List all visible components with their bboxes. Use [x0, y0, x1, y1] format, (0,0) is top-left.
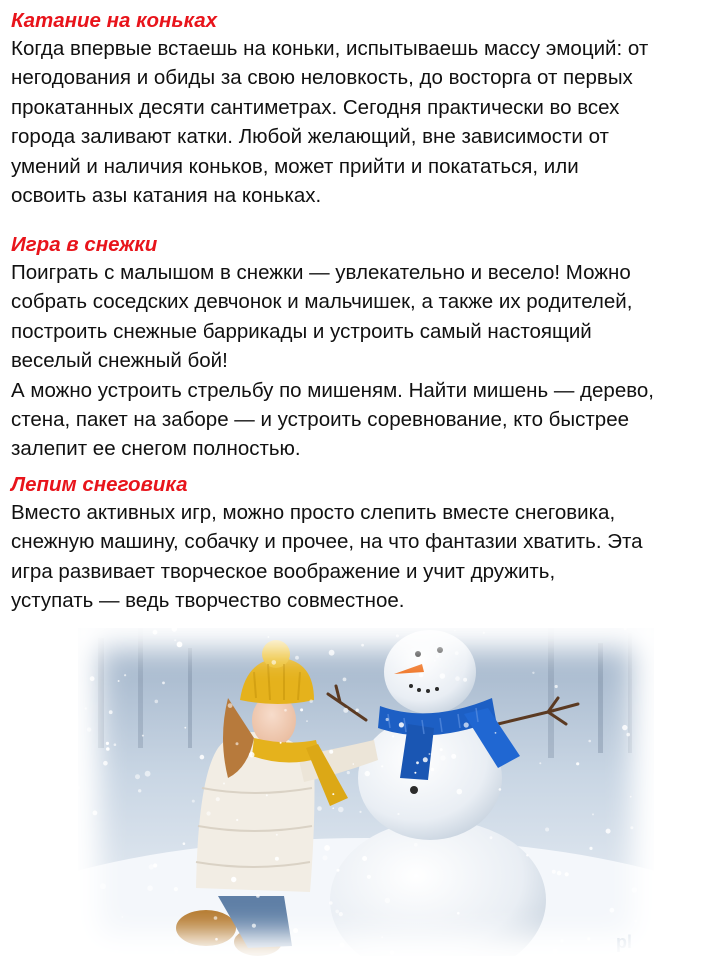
snowflake	[630, 826, 633, 829]
paragraph-line: собрать соседских девчонок и мальчишек, а также их родителей,	[11, 290, 633, 314]
snowflake	[495, 732, 497, 734]
snowflake	[162, 682, 165, 685]
snowflake	[124, 674, 126, 676]
snowflake	[414, 843, 418, 847]
snowflake	[356, 709, 359, 712]
snowflake	[440, 755, 445, 760]
paragraph-line: Поиграть с малышом в снежки — увлекательно и весело! Можно	[11, 261, 631, 284]
snowflake	[423, 757, 428, 762]
snowflake	[329, 901, 333, 905]
snowman-eye	[415, 651, 421, 657]
snowflake	[121, 916, 123, 918]
snowflake	[632, 887, 638, 893]
snowflake	[392, 735, 394, 737]
snowflake	[396, 634, 399, 637]
snowflake	[184, 727, 186, 729]
snowflake	[630, 796, 632, 798]
snowflake	[216, 797, 220, 801]
snowflake	[434, 660, 436, 662]
snowflake	[490, 836, 493, 839]
snowflake	[300, 708, 303, 711]
snowflake	[397, 813, 399, 815]
snowflake	[335, 910, 339, 914]
snowflake	[455, 651, 459, 655]
snowflake	[386, 718, 389, 721]
snowflake	[337, 869, 340, 872]
snowflake	[103, 761, 108, 766]
snowflake	[284, 709, 287, 712]
snowflake	[317, 806, 322, 811]
snowflake	[135, 774, 140, 779]
paragraph-line: Когда впервые встаешь на коньки, испытываешь массу эмоций: от	[11, 37, 649, 60]
snowflake	[440, 673, 446, 679]
snowflake	[268, 636, 270, 638]
snowflake	[606, 829, 611, 834]
snowflake	[155, 700, 159, 704]
hat-pompom	[262, 640, 290, 668]
paragraph-line: негодования и обиды за свою неловкость, до восторга от первых	[11, 66, 633, 90]
snowflake	[588, 740, 591, 743]
section-heading: Катание на коньках	[11, 9, 218, 32]
snowflake	[539, 762, 541, 764]
section-skating	[11, 8, 713, 210]
paragraph-line: умений и наличия коньков, может прийти и покататься, или	[11, 154, 579, 178]
snowflake	[275, 857, 279, 861]
snowflake	[365, 771, 370, 776]
snowflake	[174, 950, 178, 954]
snowflake	[200, 755, 205, 760]
snowflake	[174, 639, 176, 641]
snowflake	[589, 847, 592, 850]
snowflake	[114, 743, 117, 746]
snowflake	[272, 660, 277, 665]
snowflake	[177, 642, 183, 648]
snowflake	[399, 722, 404, 727]
snowflake	[153, 630, 158, 635]
snowflake	[78, 947, 82, 951]
boot	[176, 910, 236, 946]
snowflake	[457, 912, 460, 915]
paragraph-line: прокатанных десяти сантиметрах. Сегодня практически во всех	[11, 95, 620, 119]
snowflake	[231, 877, 236, 882]
snowflake	[310, 700, 313, 703]
snowflake	[339, 912, 343, 916]
snowflake	[367, 875, 371, 879]
snowflake	[343, 678, 347, 682]
snowflake	[324, 845, 330, 851]
snowflake	[532, 672, 534, 674]
snowflake	[306, 720, 308, 722]
paragraph-line: уступать — ведь творчество совместное.	[11, 589, 405, 613]
snowflake	[215, 938, 218, 941]
snowflake	[339, 943, 344, 948]
snowflake	[147, 885, 153, 891]
section-snowballs	[11, 232, 713, 464]
snowflake	[353, 763, 355, 765]
snowflake	[207, 811, 211, 815]
section-heading: Игра в снежки	[11, 233, 158, 256]
snowflake	[338, 807, 344, 813]
snowflake	[293, 928, 298, 933]
snowflake	[545, 828, 549, 832]
snowflake	[499, 788, 502, 791]
snowflake	[560, 939, 563, 942]
snowflake	[106, 742, 109, 745]
paragraph-line: игра развивает творческое воображение и учит дружить,	[11, 559, 556, 583]
paragraph-line: А можно устроить стрельбу по мишеням. Найти мишень — дерево,	[11, 378, 654, 402]
snowflake	[138, 789, 141, 792]
snowflake	[223, 783, 225, 785]
snowflake	[183, 842, 186, 845]
snowman-illustration	[78, 628, 654, 956]
snowflake	[109, 710, 113, 714]
paragraph-line: построить снежные баррикады и устроить самый настоящий	[11, 319, 592, 343]
snowflake	[228, 703, 233, 708]
snowflake	[381, 936, 383, 938]
paragraph-line: залепит ее снегом полностью.	[11, 437, 301, 461]
snowflake	[214, 916, 218, 920]
watermark: pl	[616, 932, 632, 952]
snowflake	[361, 644, 364, 647]
snowflake	[329, 650, 335, 656]
section-snowman	[11, 472, 713, 616]
snowflake	[249, 752, 255, 758]
snowflake	[429, 753, 431, 755]
snowflake	[576, 762, 579, 765]
snowflake	[555, 685, 558, 688]
snowflake	[100, 883, 106, 889]
snowflake	[252, 924, 256, 928]
snowflake	[565, 872, 569, 876]
snowflake	[381, 765, 383, 767]
snowflake	[463, 678, 467, 682]
snowflake	[329, 750, 333, 754]
snowflake	[634, 920, 637, 923]
snowflake	[145, 771, 151, 777]
snowman-head	[384, 630, 476, 714]
snowflake	[526, 854, 528, 856]
snowflake	[87, 727, 91, 731]
snowflake	[483, 632, 485, 634]
snowflake	[266, 794, 268, 796]
snowflake	[451, 754, 456, 759]
snowflake	[323, 855, 328, 860]
snowflake	[276, 834, 278, 836]
snowflake	[236, 819, 238, 821]
snowflake	[85, 707, 87, 709]
snowflake	[142, 735, 144, 737]
snowflake	[431, 768, 435, 772]
paragraph-line: веселый снежный бой!	[11, 349, 228, 373]
snowflake	[174, 887, 178, 891]
snowflake	[93, 811, 98, 816]
snowflake	[457, 789, 463, 795]
snowflake	[343, 708, 348, 713]
snowflake	[236, 742, 239, 745]
section-heading: Лепим снеговика	[11, 473, 188, 496]
snowflake	[390, 951, 394, 955]
snowflake	[362, 856, 367, 861]
paragraph-line: города заливают катки. Любой желающий, вне зависимости от	[11, 125, 609, 149]
snowflake	[106, 747, 110, 751]
snowflake	[440, 748, 443, 751]
snowflake	[592, 813, 594, 815]
snowflake	[416, 761, 419, 764]
snowflake	[359, 811, 361, 813]
snowman-photo	[78, 628, 654, 956]
snowflake	[464, 722, 469, 727]
snowflake	[118, 680, 120, 682]
paragraph-line: Вместо активных игр, можно просто слепить вместе снеговика,	[11, 501, 616, 524]
snowflake	[153, 863, 157, 867]
snowflake	[419, 673, 424, 678]
snowflake	[256, 894, 260, 898]
snowflake	[90, 676, 95, 681]
snowflake	[587, 937, 590, 940]
snowflake	[414, 772, 416, 774]
snowman-button	[410, 786, 418, 794]
snowflake	[622, 725, 627, 730]
snowflake	[280, 742, 282, 744]
snowflake	[626, 733, 630, 737]
snowflake	[553, 948, 558, 953]
snowflake	[385, 898, 390, 903]
snowflake	[332, 793, 334, 795]
snowflake	[552, 870, 556, 874]
snowflake	[454, 630, 456, 632]
paragraph-line: стена, пакет на заборе — и устроить соревнование, кто быстрее	[11, 407, 630, 431]
snowflake	[455, 676, 460, 681]
snowflake	[436, 655, 439, 658]
snowflake	[231, 941, 233, 943]
paragraph-line: снежную машину, собачку и прочее, на что фантазии хватить. Эта	[11, 530, 643, 554]
snowflake	[332, 807, 334, 809]
snowflake	[347, 771, 350, 774]
paragraph-line: освоить азы катания на коньках.	[11, 183, 322, 207]
snowflake	[192, 800, 195, 803]
snowman-eye	[437, 647, 443, 653]
snowflake	[295, 656, 299, 660]
snowflake	[610, 908, 615, 913]
snowflake	[557, 871, 562, 876]
